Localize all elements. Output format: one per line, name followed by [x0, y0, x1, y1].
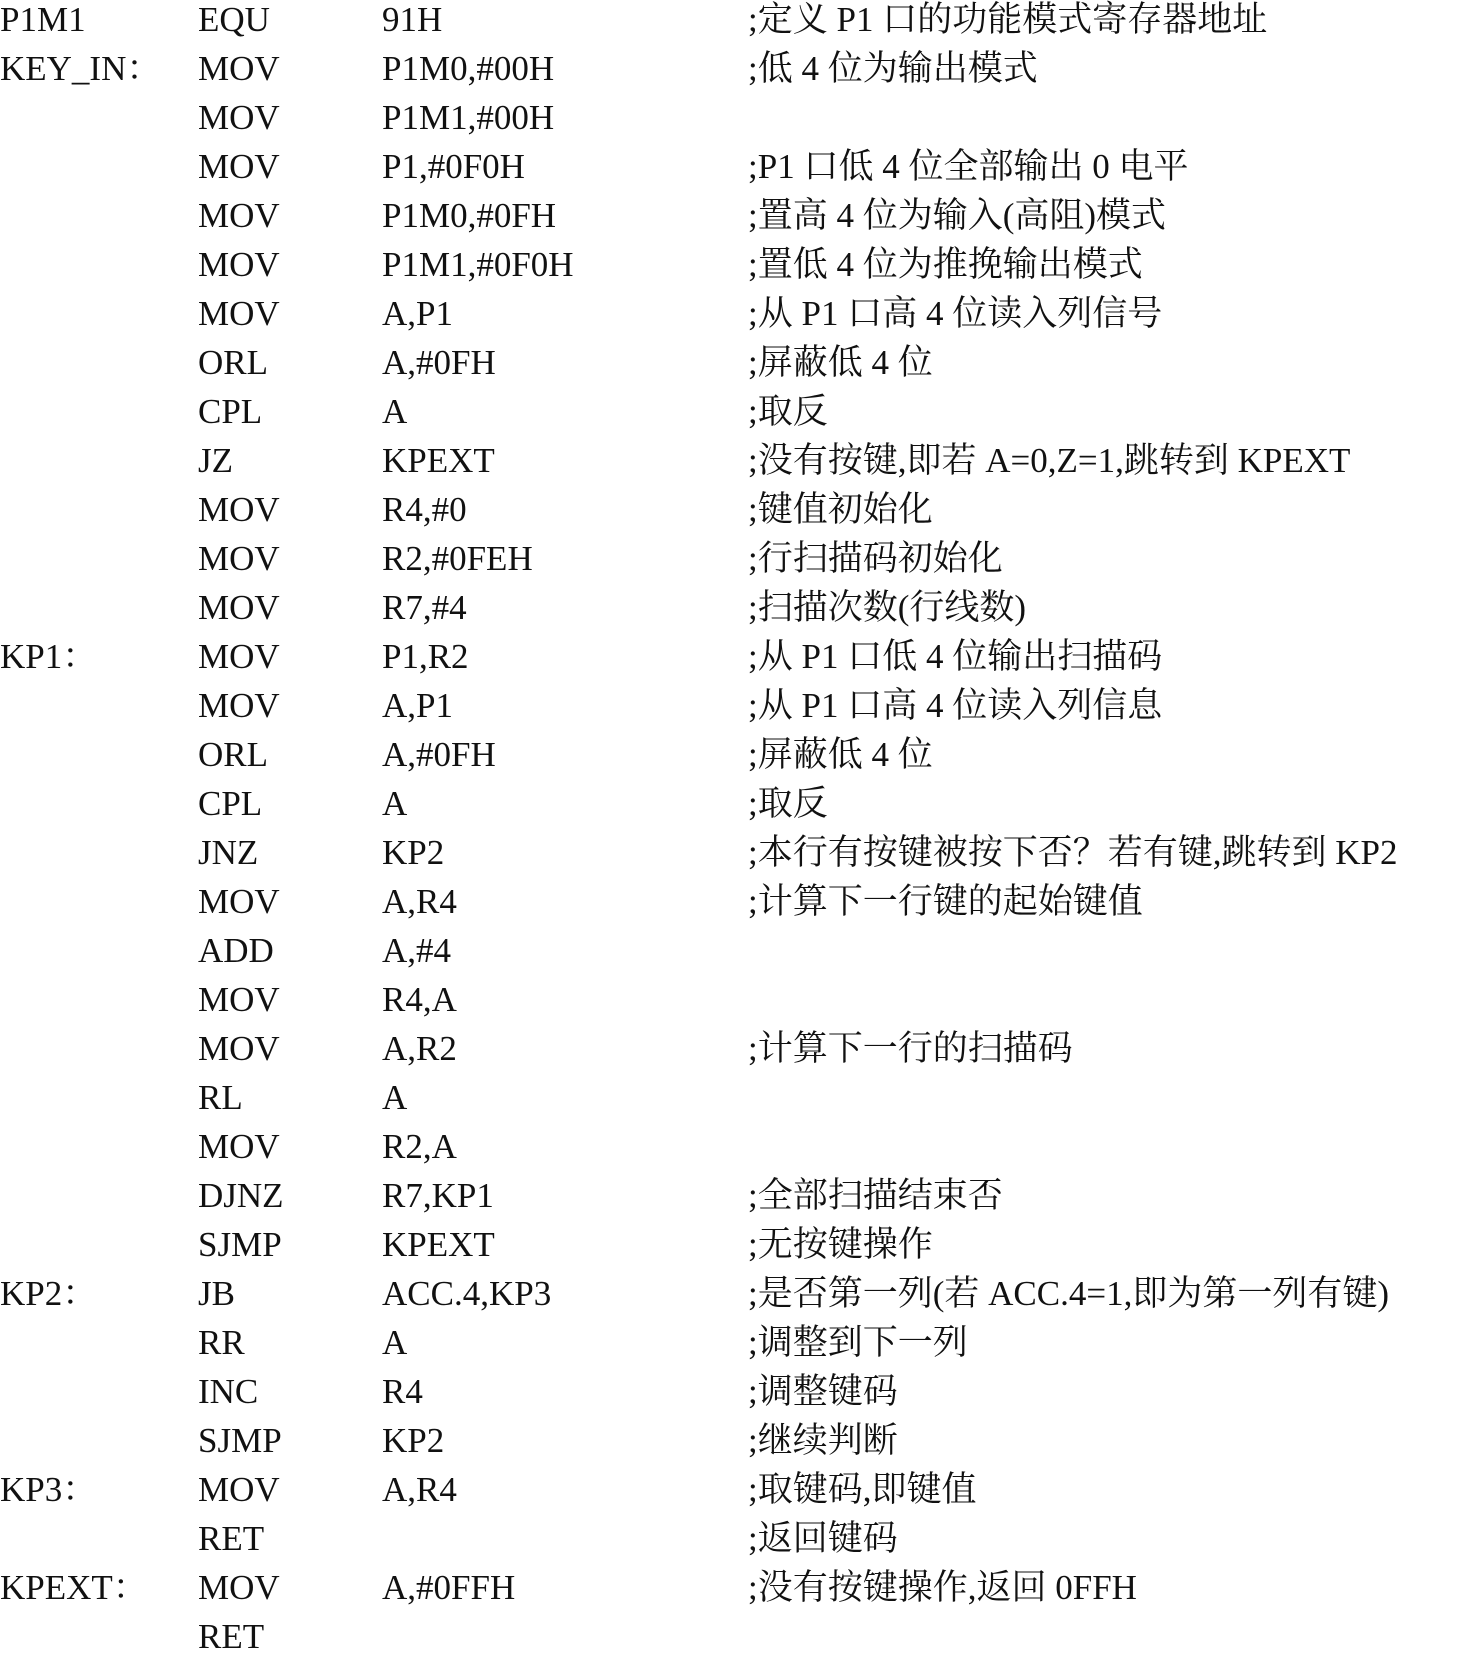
line-label: P1M1: [0, 0, 86, 39]
line-mnemonic: RET: [198, 1617, 265, 1656]
line-comment: ;扫描次数(行线数): [748, 588, 1027, 627]
line-mnemonic: MOV: [198, 539, 280, 578]
line-comment: ;屏蔽低 4 位: [748, 735, 933, 774]
line-label: KP1：: [0, 637, 98, 676]
line-operand: A: [382, 1323, 408, 1362]
line-mnemonic: MOV: [198, 490, 280, 529]
line-comment: ;返回键码: [748, 1519, 898, 1558]
code-line: [0, 294, 1480, 343]
code-line: [0, 1078, 1480, 1127]
line-comment: ;从 P1 口低 4 位输出扫描码: [748, 637, 1163, 676]
line-comment: ;从 P1 口高 4 位读入列信息: [748, 686, 1163, 725]
line-operand: A,#0FH: [382, 343, 496, 382]
line-comment: ;无按键操作: [748, 1225, 933, 1264]
line-comment: ;从 P1 口高 4 位读入列信号: [748, 294, 1163, 333]
line-operand: A,P1: [382, 686, 453, 725]
line-operand: ACC.4,KP3: [382, 1274, 552, 1313]
line-operand: KPEXT: [382, 441, 495, 480]
line-mnemonic: DJNZ: [198, 1176, 284, 1215]
line-mnemonic: JNZ: [198, 833, 259, 872]
line-operand: A,#4: [382, 931, 452, 970]
code-line: [0, 49, 1480, 98]
line-operand: 91H: [382, 0, 443, 39]
line-label: KPEXT：: [0, 1568, 148, 1607]
line-operand: P1,R2: [382, 637, 469, 676]
line-operand: P1M1,#0F0H: [382, 245, 574, 284]
line-operand: A,#0FFH: [382, 1568, 516, 1607]
line-operand: A,R4: [382, 1470, 457, 1509]
line-mnemonic: CPL: [198, 784, 263, 823]
code-line: [0, 931, 1480, 980]
line-comment: ;P1 口低 4 位全部输出 0 电平: [748, 147, 1189, 186]
line-operand: P1,#0F0H: [382, 147, 525, 186]
code-line: [0, 1225, 1480, 1274]
line-mnemonic: MOV: [198, 882, 280, 921]
line-mnemonic: ADD: [198, 931, 274, 970]
code-line: [0, 980, 1480, 1029]
code-line: [0, 441, 1480, 490]
line-comment: ;调整键码: [748, 1372, 898, 1411]
code-line: [0, 0, 1480, 49]
code-line: [0, 735, 1480, 784]
line-comment: ;定义 P1 口的功能模式寄存器地址: [748, 0, 1268, 39]
line-mnemonic: RR: [198, 1323, 245, 1362]
line-operand: R7,KP1: [382, 1176, 494, 1215]
line-mnemonic: MOV: [198, 637, 280, 676]
line-operand: A,R4: [382, 882, 457, 921]
code-line: [0, 1323, 1480, 1372]
code-line: [0, 784, 1480, 833]
line-comment: ;全部扫描结束否: [748, 1176, 1003, 1215]
line-mnemonic: RET: [198, 1519, 265, 1558]
line-operand: R2,A: [382, 1127, 457, 1166]
line-operand: R4,#0: [382, 490, 467, 529]
line-mnemonic: MOV: [198, 1470, 280, 1509]
line-operand: A: [382, 392, 408, 431]
line-mnemonic: MOV: [198, 196, 280, 235]
line-mnemonic: MOV: [198, 588, 280, 627]
line-operand: A: [382, 784, 408, 823]
line-mnemonic: JB: [198, 1274, 235, 1313]
line-comment: ;计算下一行的扫描码: [748, 1029, 1073, 1068]
line-comment: ;计算下一行键的起始键值: [748, 882, 1143, 921]
code-line: [0, 343, 1480, 392]
line-label: KP2：: [0, 1274, 98, 1313]
code-line: [0, 1029, 1480, 1078]
line-mnemonic: INC: [198, 1372, 259, 1411]
code-line: [0, 686, 1480, 735]
line-comment: ;取键码,即键值: [748, 1470, 977, 1509]
line-operand: P1M0,#0FH: [382, 196, 557, 235]
line-mnemonic: MOV: [198, 98, 280, 137]
code-line: [0, 588, 1480, 637]
line-operand: R2,#0FEH: [382, 539, 533, 578]
line-mnemonic: MOV: [198, 1568, 280, 1607]
line-comment: ;没有按键,即若 A=0,Z=1,跳转到 KPEXT: [748, 441, 1351, 480]
line-operand: R4: [382, 1372, 423, 1411]
line-comment: ;置低 4 位为推挽输出模式: [748, 245, 1143, 284]
line-comment: ;调整到下一列: [748, 1323, 968, 1362]
line-mnemonic: ORL: [198, 735, 268, 774]
line-mnemonic: MOV: [198, 147, 280, 186]
line-operand: A,P1: [382, 294, 453, 333]
line-mnemonic: MOV: [198, 686, 280, 725]
code-line: [0, 1421, 1480, 1470]
line-mnemonic: MOV: [198, 245, 280, 284]
code-line: [0, 1519, 1480, 1568]
code-line: [0, 1127, 1480, 1176]
code-line: [0, 1470, 1480, 1519]
code-line: [0, 245, 1480, 294]
line-mnemonic: MOV: [198, 1127, 280, 1166]
code-line: [0, 882, 1480, 931]
line-label: KEY_IN：: [0, 49, 162, 88]
line-mnemonic: RL: [198, 1078, 243, 1117]
line-mnemonic: MOV: [198, 1029, 280, 1068]
line-operand: KP2: [382, 1421, 445, 1460]
line-operand: P1M0,#00H: [382, 49, 555, 88]
code-line: [0, 98, 1480, 147]
code-line: [0, 1617, 1480, 1666]
line-mnemonic: SJMP: [198, 1421, 282, 1460]
line-comment: ;屏蔽低 4 位: [748, 343, 933, 382]
line-mnemonic: EQU: [198, 0, 270, 39]
code-line: [0, 1274, 1480, 1323]
line-mnemonic: MOV: [198, 294, 280, 333]
line-operand: A,R2: [382, 1029, 457, 1068]
line-operand: KP2: [382, 833, 445, 872]
code-line: [0, 196, 1480, 245]
line-comment: ;取反: [748, 392, 828, 431]
line-mnemonic: SJMP: [198, 1225, 282, 1264]
code-line: [0, 1568, 1480, 1617]
code-line: [0, 637, 1480, 686]
line-comment: ;行扫描码初始化: [748, 539, 1003, 578]
code-line: [0, 147, 1480, 196]
line-comment: ;是否第一列(若 ACC.4=1,即为第一列有键): [748, 1274, 1389, 1313]
code-line: [0, 1176, 1480, 1225]
code-line: [0, 539, 1480, 588]
line-operand: R4,A: [382, 980, 457, 1019]
line-mnemonic: JZ: [198, 441, 233, 480]
line-operand: P1M1,#00H: [382, 98, 555, 137]
line-operand: A: [382, 1078, 408, 1117]
line-mnemonic: CPL: [198, 392, 263, 431]
code-line: [0, 392, 1480, 441]
code-line: [0, 1372, 1480, 1421]
line-operand: R7,#4: [382, 588, 467, 627]
line-mnemonic: ORL: [198, 343, 268, 382]
line-mnemonic: MOV: [198, 49, 280, 88]
line-comment: ;取反: [748, 784, 828, 823]
code-line: [0, 833, 1480, 882]
code-line: [0, 490, 1480, 539]
line-comment: ;低 4 位为输出模式: [748, 49, 1038, 88]
line-comment: ;键值初始化: [748, 490, 933, 529]
line-comment: ;继续判断: [748, 1421, 898, 1460]
line-operand: A,#0FH: [382, 735, 496, 774]
line-label: KP3：: [0, 1470, 98, 1509]
line-comment: ;置高 4 位为输入(高阻)模式: [748, 196, 1167, 235]
line-comment: ;没有按键操作,返回 0FFH: [748, 1568, 1137, 1607]
line-operand: KPEXT: [382, 1225, 495, 1264]
line-comment: ;本行有按键被按下否？若有键,跳转到 KP2: [748, 833, 1398, 872]
line-mnemonic: MOV: [198, 980, 280, 1019]
